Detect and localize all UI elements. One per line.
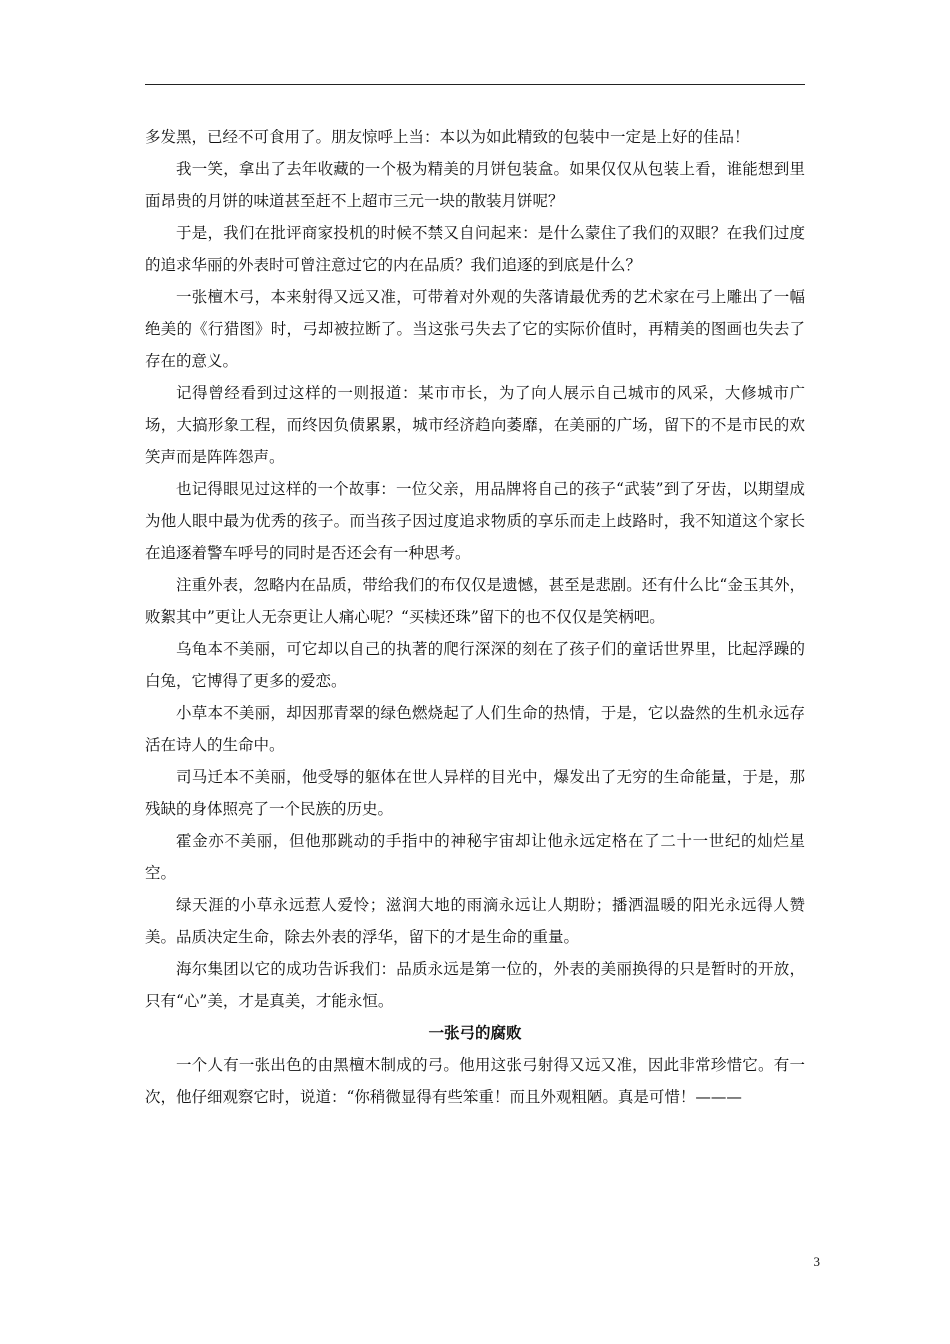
paragraph: 乌龟本不美丽，可它却以自己的执著的爬行深深的刻在了孩子们的童话世界里，比起浮躁的白兔，它博得了更多的爱恋。	[145, 640, 805, 690]
paragraph: 海尔集团以它的成功告诉我们：品质永远是第一位的，外表的美丽换得的只是暂时的开放，只有“心”美，才是真美，才能永恒。	[145, 960, 805, 1010]
header-rule	[145, 84, 805, 85]
story-paragraph: 一个人有一张出色的由黑檀木制成的弓。他用这张弓射得又远又准，因此非常珍惜它。有一次，他仔细观察它时，说道：“你稍微显得有些笨重！而且外观粗陋。真是可惜！———	[145, 1056, 805, 1106]
paragraph: 绿天涯的小草永远惹人爱怜；滋润大地的雨滴永远让人期盼；播洒温暖的阳光永远得人赞美。品质决定生命，除去外表的浮华，留下的才是生命的重量。	[145, 896, 805, 946]
paragraph: 也记得眼见过这样的一个故事：一位父亲，用品牌将自己的孩子“武装”到了牙齿，以期望成为他人眼中最为优秀的孩子。而当孩子因过度追求物质的享乐而走上歧路时，我不知道这个家长在追逐着警车呼号的同时是否还会有一种思考。	[145, 480, 805, 562]
document-body	[145, 121, 805, 1113]
paragraph: 注重外表，忽略内在品质，带给我们的布仅仅是遗憾，甚至是悲剧。还有什么比“金玉其外，败絮其中”更让人无奈更让人痛心呢？“买椟还珠”留下的也不仅仅是笑柄吧。	[145, 576, 805, 626]
paragraph: 多发黑，已经不可食用了。朋友惊呼上当：本以为如此精致的包装中一定是上好的佳品！	[145, 128, 750, 146]
paragraph: 小草本不美丽，却因那青翠的绿色燃烧起了人们生命的热情，于是，它以盎然的生机永远存活在诗人的生命中。	[145, 704, 805, 754]
paragraph: 我一笑，拿出了去年收藏的一个极为精美的月饼包装盒。如果仅仅从包装上看，谁能想到里面昂贵的月饼的味道甚至赶不上超市三元一块的散装月饼呢？	[145, 160, 805, 210]
paragraph: 记得曾经看到过这样的一则报道：某市市长，为了向人展示自己城市的风采，大修城市广场，大搞形象工程，而终因负债累累，城市经济趋向萎靡，在美丽的广场，留下的不是市民的欢笑声而是阵阵怨声。	[145, 384, 805, 466]
page-number: 3	[813, 1254, 820, 1269]
paragraph: 司马迁本不美丽，他受辱的躯体在世人异样的目光中，爆发出了无穷的生命能量，于是，那残缺的身体照亮了一个民族的历史。	[145, 768, 805, 818]
paragraph: 一张檀木弓，本来射得又远又准，可带着对外观的失落请最优秀的艺术家在弓上雕出了一幅绝美的《行猎图》时，弓却被拉断了。当这张弓失去了它的实际价值时，再精美的图画也失去了存在的意义。	[145, 288, 805, 370]
story-title: 一张弓的腐败	[428, 1023, 522, 1042]
paragraph: 霍金亦不美丽，但他那跳动的手指中的神秘宇宙却让他永远定格在了二十一世纪的灿烂星空。	[145, 832, 805, 882]
paragraph: 于是，我们在批评商家投机的时候不禁又自问起来：是什么蒙住了我们的双眼？在我们过度的追求华丽的外表时可曾注意过它的内在品质？我们追逐的到底是什么？	[145, 224, 805, 274]
